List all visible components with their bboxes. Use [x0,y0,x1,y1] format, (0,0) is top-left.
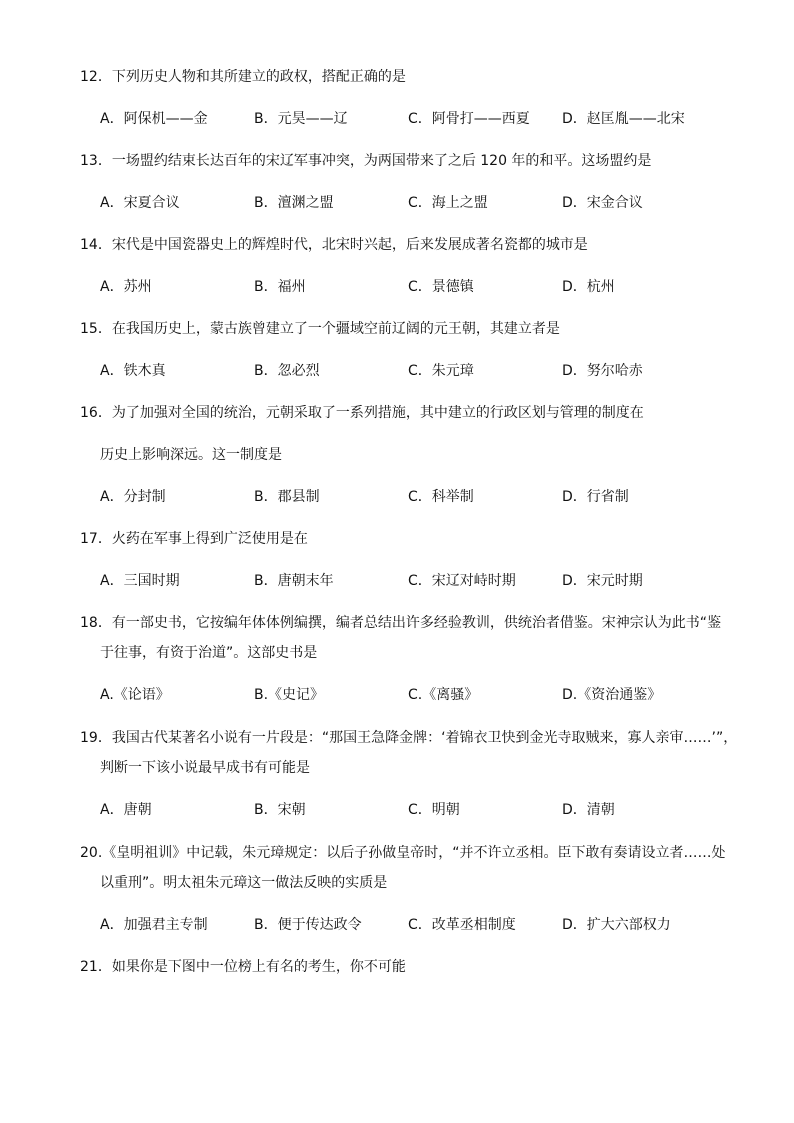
option-b: B．忽必烈 [254,363,320,379]
option-d: D．杭州 [562,279,615,295]
option-d: D．扩大六部权力 [562,917,671,933]
question-options [0,915,794,935]
question-stem-continued: 历史上影响深远。这一制度是 [100,447,282,463]
question-stem-continued: 于往事，有资于治道”。这部史书是 [100,645,318,661]
question-options [0,193,794,213]
option-c: C．景德镇 [408,279,474,295]
option-c: C．宋辽对峙时期 [408,573,516,589]
question-options [0,800,794,820]
question-stem: 15．在我国历史上，蒙古族曾建立了一个疆域空前辽阔的元王朝，其建立者是 [80,321,560,337]
option-c: C．海上之盟 [408,195,488,211]
option-d: D．清朝 [562,802,615,818]
option-b: B．澶渊之盟 [254,195,334,211]
question-stem: 19．我国古代某著名小说有一片段是：“那国王急降金牌：‘着锦衣卫快到金光寺取贼来，寡人亲审……’”， [80,730,738,746]
option-a: A．苏州 [100,279,152,295]
question-stem: 17．火药在军事上得到广泛使用是在 [80,531,308,547]
option-d: D.《资治通鉴》 [562,687,662,703]
option-b: B．郡县制 [254,489,320,505]
option-b: B．元昊——辽 [254,111,348,127]
option-b: B．便于传达政令 [254,917,362,933]
question-options [0,685,794,705]
option-b: B．福州 [254,279,306,295]
option-b: B．唐朝末年 [254,573,334,589]
option-d: D．赵匡胤——北宋 [562,111,685,127]
question-stem-continued: 判断一下该小说最早成书有可能是 [100,760,310,776]
option-d: D．行省制 [562,489,629,505]
option-d: D．宋金合议 [562,195,643,211]
option-a: A．三国时期 [100,573,180,589]
option-a: A．宋夏合议 [100,195,180,211]
question-stem: 21．如果你是下图中一位榜上有名的考生，你不可能 [80,959,406,975]
question-stem: 20.《皇明祖训》中记载，朱元璋规定：以后子孙做皇帝时，“并不许立丞相。臣下敢有奏请设立者……处 [80,845,726,861]
option-a: A.《论语》 [100,687,170,703]
option-d: D．宋元时期 [562,573,643,589]
option-a: A．分封制 [100,489,166,505]
question-options [0,109,794,129]
question-options [0,487,794,507]
question-stem: 14．宋代是中国瓷器史上的辉煌时代，北宋时兴起，后来发展成著名瓷都的城市是 [80,237,588,253]
option-a: A．加强君主专制 [100,917,208,933]
option-c: C．改革丞相制度 [408,917,516,933]
question-options [0,277,794,297]
option-a: A．唐朝 [100,802,152,818]
question-options [0,571,794,591]
option-c: C．明朝 [408,802,460,818]
option-a: A．铁木真 [100,363,166,379]
question-stem: 12．下列历史人物和其所建立的政权，搭配正确的是 [80,69,406,85]
option-a: A．阿保机——金 [100,111,208,127]
option-c: C．朱元璋 [408,363,474,379]
question-stem: 18．有一部史书，它按编年体体例编撰，编者总结出许多经验教训，供统治者借鉴。宋神宗认为此书“鉴 [80,615,722,631]
question-stem: 16．为了加强对全国的统治，元朝采取了一系列措施，其中建立的行政区划与管理的制度在 [80,405,644,421]
option-b: B.《史记》 [254,687,325,703]
question-options [0,361,794,381]
option-c: C．科举制 [408,489,474,505]
question-stem: 13．一场盟约结束长达百年的宋辽军事冲突，为两国带来了之后 120 年的和平。这场盟约是 [80,153,652,169]
option-b: B．宋朝 [254,802,306,818]
option-d: D．努尔哈赤 [562,363,643,379]
question-stem-continued: 以重刑”。明太祖朱元璋这一做法反映的实质是 [100,875,388,891]
option-c: C.《离骚》 [408,687,479,703]
option-c: C．阿骨打——西夏 [408,111,530,127]
